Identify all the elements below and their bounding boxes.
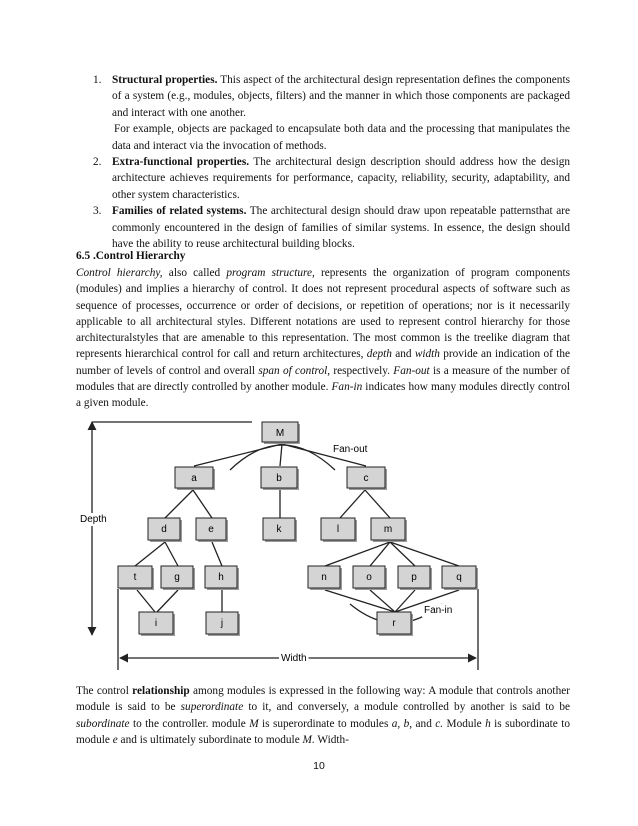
text-run: is subordinate to module bbox=[76, 717, 570, 746]
text-run: , respectively. bbox=[327, 364, 394, 377]
module-o bbox=[353, 566, 387, 590]
list-item-text: The architectural design description should address how the design architecture achieves requirements for performance, capacity, reliability, security, adaptability, and other system characteristics. bbox=[112, 156, 571, 201]
list-item-text: The architectural design should draw upon repeatable patternsthat are commonly encountered in the design of families of similar systems. In essence, the design should have the ability to reuse architectural building blocks. bbox=[112, 205, 570, 251]
term: program structure, bbox=[226, 267, 315, 279]
module-m bbox=[371, 518, 407, 542]
module-j bbox=[206, 612, 240, 636]
module-label: a bbox=[191, 473, 197, 484]
text-run: to it, and conversely, a module controlled by another is said to be bbox=[243, 701, 570, 714]
module-g bbox=[161, 566, 195, 590]
list-number: 2. bbox=[93, 156, 102, 169]
list-item-text: This aspect of the architectural design representation defines the components of a system (e.g., modules, objects, filters) and the manner in which those components are packaged and interact with one another. bbox=[112, 74, 570, 119]
list-item-title: Structural properties. bbox=[112, 74, 218, 86]
module-label: q bbox=[456, 572, 462, 583]
fan-out-label: Fan-out bbox=[333, 444, 368, 455]
text-run: and is ultimately subordinate to module bbox=[117, 733, 303, 746]
module-label: h bbox=[218, 572, 224, 583]
text-run: provide an indication of the number of levels of control and overall bbox=[76, 348, 570, 377]
term: superordinate bbox=[180, 701, 244, 714]
list-number: 1. bbox=[93, 74, 102, 86]
page-number: 10 bbox=[313, 760, 325, 772]
module-label: g bbox=[174, 572, 180, 583]
module-e bbox=[196, 518, 228, 542]
module-r bbox=[377, 612, 413, 636]
module-l bbox=[321, 518, 357, 542]
text-run: Width- bbox=[314, 733, 349, 746]
text-run: is a measure of the number of modules that are directly controlled by another module. bbox=[76, 364, 570, 394]
module-b bbox=[261, 467, 299, 490]
term: M bbox=[249, 717, 259, 730]
text-run: indicates how many modules directly control a given module. bbox=[76, 381, 570, 410]
module-label: M bbox=[275, 428, 285, 439]
term: e bbox=[112, 733, 118, 746]
module-label: r bbox=[392, 618, 396, 629]
text-run: represents the organization of program components (modules) and implies a hierarchy of control. It does not represent procedural aspects of software such as sequence of processes, occurrence or order of decisions, or repetition of operations; nor is it necessarily applicable to all architectural styles. Different notations are used to represent control hierarchy for those architecturalstyles that are amenable to this representation. The most common is the treelike diagram that represents hierarchical control for call and return architectures, bbox=[76, 267, 571, 361]
text-run: The control bbox=[76, 685, 133, 697]
list-item-title: Extra-functional properties. bbox=[112, 156, 250, 169]
module-a bbox=[175, 467, 215, 490]
text-run: among modules is expressed in the following way: A module that controls another module is said to be bbox=[76, 685, 570, 714]
module-h bbox=[205, 566, 239, 590]
module-t bbox=[118, 566, 154, 590]
term: span of control bbox=[258, 364, 328, 377]
section-heading: 6.5 .Control Hierarchy bbox=[76, 250, 186, 262]
module-label: o bbox=[366, 572, 372, 583]
module-label: d bbox=[161, 524, 167, 535]
list-item-title: Families of related systems. bbox=[112, 205, 247, 218]
width-label: Width bbox=[281, 653, 307, 664]
term: h bbox=[485, 717, 491, 730]
module-label: j bbox=[220, 618, 224, 629]
fan-in-label: Fan-in bbox=[424, 605, 453, 616]
module-d bbox=[148, 518, 182, 542]
term: relationship bbox=[132, 685, 190, 697]
term: Fan-in bbox=[331, 381, 363, 394]
module-p bbox=[398, 566, 432, 590]
term: subordinate bbox=[76, 717, 130, 730]
module-label: b bbox=[276, 473, 282, 484]
module-i bbox=[139, 612, 175, 636]
term: a, b, bbox=[391, 717, 413, 730]
module-c bbox=[347, 467, 387, 490]
term: Control hierarchy, bbox=[76, 267, 163, 279]
module-M bbox=[262, 422, 300, 444]
module-label: l bbox=[336, 524, 340, 535]
module-k bbox=[263, 518, 297, 542]
module-n bbox=[308, 566, 342, 590]
term: c. bbox=[435, 717, 444, 730]
module-label: t bbox=[133, 572, 137, 583]
text-run: also called bbox=[162, 267, 227, 279]
text-run: and bbox=[391, 348, 415, 361]
list-number: 3. bbox=[93, 205, 102, 218]
text-run: is superordinate to modules bbox=[258, 717, 392, 730]
module-label: p bbox=[411, 572, 417, 583]
term: depth bbox=[366, 348, 392, 361]
module-boxes bbox=[118, 422, 478, 636]
text-run: and bbox=[412, 717, 436, 730]
module-label: n bbox=[321, 572, 327, 583]
depth-label: Depth bbox=[80, 514, 107, 525]
module-label: k bbox=[276, 524, 282, 535]
term: M. bbox=[302, 733, 315, 746]
module-label: i bbox=[154, 618, 158, 629]
term: Fan-out bbox=[393, 364, 430, 377]
module-q bbox=[442, 566, 478, 590]
term: width bbox=[414, 348, 440, 361]
module-label: c bbox=[363, 473, 369, 484]
module-label: m bbox=[383, 524, 393, 535]
paragraph-control-relationship bbox=[76, 683, 570, 748]
list-item-continuation: For example, objects are packaged to encapsulate both data and the processing that manipulates the data and interact via the invocation of methods. bbox=[112, 123, 570, 152]
module-label: e bbox=[208, 524, 214, 535]
text-run: Module bbox=[443, 717, 486, 730]
text-run: to the controller. module bbox=[129, 717, 250, 730]
